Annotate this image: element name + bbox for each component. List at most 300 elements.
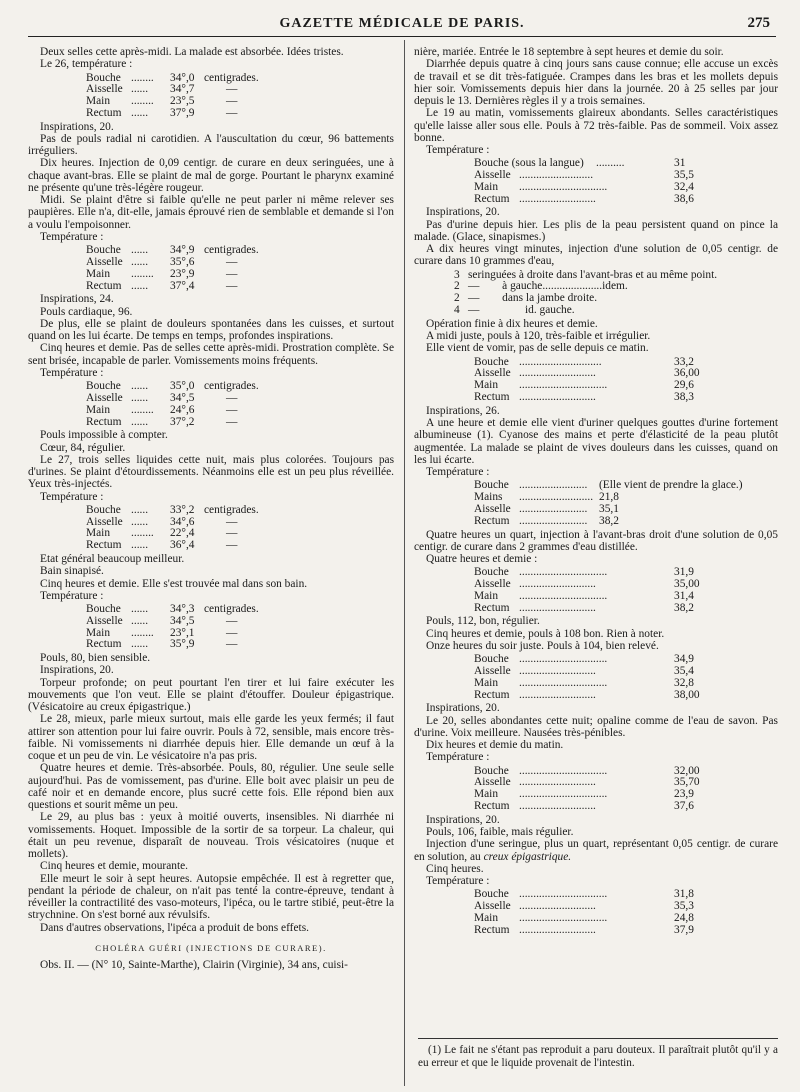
paragraph: Pas d'urine depuis hier. Les plis de la peau persistent quand on pince la malade. (Glace, sinapismes.): [414, 218, 778, 243]
paragraph: Température :: [426, 466, 490, 479]
paragraph: Onze heures du soir juste. Pouls à 104, bien relevé.: [426, 639, 659, 652]
measure-site: Main: [474, 379, 499, 392]
dot-leader: ...........................: [519, 923, 596, 936]
temperature-row: [28, 527, 394, 539]
temperature-unit: centigrades.: [204, 503, 259, 516]
temperature-row: [28, 380, 394, 392]
temperature-row: [28, 638, 394, 650]
temperature-value: 34°,9: [170, 244, 195, 257]
measure-site: Main: [474, 676, 499, 689]
temperature-row: [414, 912, 778, 924]
paragraph: Température :: [426, 875, 490, 888]
paragraph: A dix heures vingt minutes, injection d'une solution de 0,05 centigr. de curare dans 10 grammes d'eau,: [414, 243, 778, 268]
temperature-row: [28, 416, 394, 428]
paragraph: Le 27, trois selles liquides cette nuit, mais plus colorées. Toujours pas d'urines. Se plaint d'étourdissements. Néanmoins elle est un peu plus réveillée. Yeux très-injectés.: [28, 453, 394, 491]
temperature-row: [414, 181, 778, 193]
temperature-table: [28, 244, 394, 291]
dot-leader: ........: [131, 95, 154, 108]
paragraph: Midi. Se plaint d'être si faible qu'elle ne peut parler ni même relever ses paupières. Elle n'a, dit-elle, jamais éprouvé rien de semblable et demande si l'on a voulu l'empoisonner.: [28, 194, 394, 231]
paragraph: Inspirations, 20.: [40, 120, 114, 133]
measure-site: Mains: [474, 491, 503, 504]
dot-leader: ..........................: [519, 169, 594, 182]
paragraph: Etat général beaucoup meilleur.: [40, 553, 185, 565]
temperature-row: [414, 391, 778, 403]
paragraph: Elle meurt le soir à sept heures. Autopsie empêchée. Il est à regretter que, pendant la période de chaleur, on n'ait pas tenté la contre-épreuve, tendant à réveiller la contractilité des vaso-moteurs, l'ipéca, ou le tartre stibié, peut-être la strychnine. On s'est borné aux révulsifs.: [28, 872, 394, 922]
temperature-value: 32,00: [674, 764, 700, 777]
temperature-value: 24°,6: [170, 403, 195, 416]
dot-leader: ......: [131, 106, 149, 119]
dot-leader: ......: [131, 614, 149, 627]
temperature-unit: —: [226, 267, 238, 280]
footnote: (1) Le fait ne s'étant pas reproduit a paru douteux. Il paraîtrait plutôt qu'il y a eu erreur et que le liquide provenait de l'intestin.: [418, 1044, 778, 1069]
dot-leader: ......: [131, 255, 149, 268]
injection-row: [414, 292, 778, 304]
temperature-unit: centigrades.: [204, 244, 259, 257]
temperature-table: [414, 765, 778, 812]
temperature-row: [28, 516, 394, 528]
temperature-value: 32,8: [674, 676, 694, 689]
dot-leader: ..........: [596, 157, 625, 170]
right-column: [414, 46, 778, 938]
measure-site: Bouche: [86, 603, 121, 615]
temperature-row: [28, 256, 394, 268]
temperature-value: 22°,4: [170, 527, 195, 540]
page-header: [28, 14, 776, 37]
measure-site: Bouche: [86, 71, 121, 84]
paragraph: Pas de pouls radial ni carotidien. A l'auscultation du cœur, 96 battements irréguliers.: [28, 132, 394, 158]
dot-leader: ......: [131, 603, 149, 615]
temperature-row: [414, 578, 778, 590]
injection-count: 2: [454, 280, 460, 293]
injection-text: — à gauche.....................idem.: [468, 280, 628, 293]
temperature-value: 38,00: [674, 688, 700, 701]
temperature-value: 34°,5: [170, 391, 195, 404]
dot-leader: ...............................: [519, 764, 608, 777]
paragraph: Quatre heures et demie :: [426, 553, 538, 565]
temperature-row: [414, 566, 778, 578]
temperature-value: 35°,6: [170, 255, 195, 268]
temperature-value: 34°,7: [170, 83, 195, 96]
temperature-value: 34°,0: [170, 71, 195, 84]
measure-site: Bouche: [474, 355, 509, 368]
text-segment: Injection d'une seringue, plus un quart, représentant 0,05 centigr. de curare en solution, au: [414, 838, 778, 863]
temperature-row: [414, 689, 778, 701]
paragraph: Pouls, 80, bien sensible.: [40, 652, 151, 665]
dot-leader: ......: [131, 415, 149, 428]
measure-site: Aisselle: [86, 255, 123, 268]
dot-leader: ...........................: [519, 578, 596, 591]
dot-leader: ......: [131, 380, 149, 393]
temperature-row: [414, 479, 778, 491]
temperature-value: (Elle vient de prendre la glace.): [599, 479, 743, 492]
measure-site: Bouche: [474, 566, 509, 579]
temperature-unit: —: [226, 527, 238, 540]
journal-title: GAZETTE MÉDICALE DE PARIS.: [279, 16, 525, 31]
paragraph: Elle vient de vomir, pas de selle depuis ce matin.: [426, 342, 649, 355]
measure-site: Main: [86, 527, 111, 540]
temperature-row: [414, 367, 778, 379]
paragraph: Dans d'autres observations, l'ipéca a produit de bons effets.: [40, 921, 309, 934]
temperature-value: 23°,5: [170, 95, 195, 108]
paragraph: Inspirations, 20.: [426, 702, 500, 715]
temperature-row: [414, 379, 778, 391]
temperature-table: [28, 603, 394, 650]
dot-leader: ...........................: [519, 367, 596, 380]
injection-list: [414, 269, 778, 316]
temperature-row: [414, 788, 778, 800]
injection-row: [414, 269, 778, 281]
paragraph: Cinq heures et demie, mourante.: [40, 860, 189, 873]
temperature-unit: —: [226, 403, 238, 416]
paragraph: Cinq heures.: [426, 862, 484, 875]
measure-site: Rectum: [86, 638, 122, 651]
measure-site: Rectum: [474, 688, 510, 701]
paragraph: Pouls, 112, bon, régulier.: [426, 615, 540, 628]
measure-site: Rectum: [474, 800, 510, 813]
injection-text: — dans la jambe droite.: [468, 292, 598, 305]
temperature-row: [414, 776, 778, 788]
dot-leader: ........: [131, 267, 154, 280]
left-column: [28, 46, 394, 971]
page-number: 275: [747, 15, 770, 31]
dot-leader: ......: [131, 244, 149, 257]
dot-leader: ...........................: [519, 776, 596, 789]
measure-site: Rectum: [474, 192, 510, 205]
paragraph: Le 28, mieux, parle mieux surtout, mais elle garde les yeux fermés; il faut attirer son attention pour lui faire ouvrir. Pouls à 72, sensible, mais encore très-faible. Ni vomissements ni diarrhée depuis hier. Elle demande un œuf à la coque et un peu de vin. Le vésicatoire n'a pas pris.: [28, 713, 394, 763]
temperature-row: [414, 193, 778, 205]
paragraph: Inspirations, 24.: [40, 293, 114, 306]
dot-leader: ...........................: [519, 601, 596, 614]
measure-site: Bouche: [86, 380, 121, 393]
temperature-table: [28, 380, 394, 427]
injection-text: — id. gauche.: [468, 304, 575, 317]
paragraph: Pouls cardiaque, 96.: [40, 305, 133, 318]
temperature-value: 33°,2: [170, 503, 195, 516]
temperature-table: [414, 888, 778, 935]
paragraph: Température :: [40, 490, 104, 503]
temperature-value: 35,70: [674, 776, 700, 789]
temperature-unit: centigrades.: [204, 380, 259, 393]
injection-count: 2: [454, 292, 460, 305]
temperature-value: 31: [674, 157, 686, 170]
temperature-table: [414, 479, 778, 526]
dot-leader: ...........................: [519, 192, 596, 205]
measure-site: Rectum: [86, 106, 122, 119]
measure-site: Aisselle: [474, 900, 511, 913]
temperature-table: [28, 504, 394, 551]
paragraph: Obs. II. — (N° 10, Sainte-Marthe), Clairin (Virginie), 34 ans, cuisi-: [40, 959, 348, 972]
paragraph: [414, 838, 778, 863]
temperature-row: [28, 268, 394, 280]
paragraph: Le 19 au matin, vomissements glaireux abondants. Selles caractéristiques qu'elle laisse aller sous elle. Pouls à 72 très-faible. Pas de sommeil. Voix assez bonne.: [414, 107, 778, 144]
temperature-unit: —: [226, 638, 238, 651]
temperature-row: [28, 404, 394, 416]
paragraph: Quatre heures et demie. Très-absorbée. Pouls, 80, régulier. Une seule selle aujourd'hui. Pas de vomissement, pas d'urine. Elle boit avec plaisir un peu de café noir et en demande encore, plus sucré cette fois. Elle répond bien aux questions et sourit même un peu.: [28, 762, 394, 812]
temperature-row: [414, 900, 778, 912]
dot-leader: ........: [131, 626, 154, 639]
injection-row: [414, 304, 778, 316]
temperature-value: 36°,4: [170, 539, 195, 552]
temperature-row: [414, 665, 778, 677]
measure-site: Bouche: [86, 244, 121, 257]
footnote-rule: [418, 1038, 778, 1039]
measure-site: Aisselle: [474, 367, 511, 380]
dot-leader: ...............................: [519, 888, 608, 901]
temperature-row: [28, 280, 394, 292]
temperature-value: 31,9: [674, 566, 694, 579]
temperature-row: [414, 765, 778, 777]
paragraph: nière, mariée. Entrée le 18 septembre à sept heures et demie du soir.: [414, 46, 724, 58]
measure-site: Aisselle: [474, 169, 511, 182]
dot-leader: ......: [131, 515, 149, 528]
paragraph: Dix heures et demie du matin.: [426, 739, 564, 752]
measure-site: Rectum: [474, 514, 510, 527]
measure-site: Main: [86, 95, 111, 108]
paragraph: Cinq heures et demie. Pas de selles cette après-midi. Prostration complète. Se sent brisée, incapable de parler. Vomissements moins fréquents.: [28, 342, 394, 367]
dot-leader: ...........................: [519, 664, 596, 677]
temperature-row: [28, 615, 394, 627]
temperature-value: 38,6: [674, 192, 694, 205]
temperature-value: 37°,4: [170, 279, 195, 292]
measure-site: Main: [474, 180, 499, 193]
paragraph: Inspirations, 20.: [40, 664, 114, 677]
temperature-value: 29,6: [674, 379, 694, 392]
temperature-row: [414, 491, 778, 503]
temperature-value: 23,9: [674, 788, 694, 801]
temperature-row: [28, 603, 394, 615]
temperature-value: 34°,5: [170, 614, 195, 627]
temperature-unit: —: [226, 391, 238, 404]
paragraph: Température :: [40, 366, 104, 379]
temperature-row: [28, 107, 394, 119]
temperature-row: [414, 515, 778, 527]
temperature-value: 24,8: [674, 911, 694, 924]
temperature-row: [414, 503, 778, 515]
paragraph: Pouls, 106, faible, mais régulier.: [426, 826, 574, 839]
temperature-row: [28, 83, 394, 95]
temperature-row: [414, 800, 778, 812]
temperature-table: [414, 356, 778, 403]
temperature-value: 35,00: [674, 578, 700, 591]
temperature-value: 23°,1: [170, 626, 195, 639]
dot-leader: ...............................: [519, 566, 608, 579]
temperature-unit: —: [226, 415, 238, 428]
injection-text: seringuées à droite dans l'avant-bras et au même point.: [468, 268, 718, 281]
dot-leader: ........: [131, 71, 154, 84]
measure-site: Bouche: [474, 764, 509, 777]
dot-leader: ......: [131, 503, 149, 516]
temperature-value: 37°,2: [170, 415, 195, 428]
measure-site: Rectum: [474, 601, 510, 614]
temperature-unit: —: [226, 626, 238, 639]
temperature-value: 34°,3: [170, 603, 195, 615]
temperature-value: 35,4: [674, 664, 694, 677]
temperature-row: [414, 924, 778, 936]
paragraph: A une heure et demie elle vient d'uriner quelques gouttes d'urine fortement albumineuse (1). Cyanose des mains et perte d'élasticité de la peau plutôt augmentée. La malade se plaint de vives douleurs dans les cuisses, quand on les lui écarte.: [414, 417, 778, 466]
temperature-value: 34,9: [674, 653, 694, 666]
paragraph: Inspirations, 26.: [426, 404, 500, 417]
temperature-row: [28, 539, 394, 551]
paragraph: Température :: [426, 751, 490, 764]
paragraph: A midi juste, pouls à 120, très-faible et irrégulier.: [426, 330, 651, 343]
temperature-value: 34°,6: [170, 515, 195, 528]
measure-site: Rectum: [474, 391, 510, 404]
temperature-value: 38,3: [674, 391, 694, 404]
paragraph: Température :: [40, 589, 104, 602]
measure-site: Main: [86, 626, 111, 639]
paragraph: Diarrhée depuis quatre à cinq jours sans cause connue; elle accuse un excès de travail et se dit très-fatiguée. Crampes dans les bras et les mollets depuis hier soir. Vomissements depuis hier dans la journée. 20 à 25 selles par jour depuis le 13. Dernières règles il y a trois semaines.: [414, 58, 778, 107]
temperature-table: [414, 157, 778, 204]
paragraph: Cœur, 84, régulier.: [40, 441, 126, 454]
measure-site: Bouche: [474, 653, 509, 666]
temperature-row: [414, 677, 778, 689]
paragraph: Température :: [40, 230, 104, 243]
section-subtitle: CHOLÉRA GUÉRI (INJECTIONS DE CURARE).: [95, 942, 327, 953]
paragraph: Torpeur profonde; on peut pourtant l'en tirer et lui faire exécuter les mouvements que l'on veut. Elle se plaint d'étouffer. Douleur épigastrique. (Vésicatoire au creux épigastrique.): [28, 676, 394, 714]
temperature-row: [28, 95, 394, 107]
temperature-table: [414, 566, 778, 613]
measure-site: Bouche: [474, 479, 509, 492]
measure-site: Aisselle: [86, 83, 123, 96]
dot-leader: ..........................: [519, 491, 594, 504]
dot-leader: ......: [131, 539, 149, 552]
temperature-value: 33,2: [674, 355, 694, 368]
dot-leader: ...............................: [519, 589, 608, 602]
temperature-row: [28, 627, 394, 639]
temperature-row: [28, 392, 394, 404]
temperature-value: 32,4: [674, 180, 694, 193]
dot-leader: ...........................: [519, 688, 596, 701]
column-divider: [404, 40, 405, 1086]
measure-site: Main: [86, 403, 111, 416]
paragraph: Deux selles cette après-midi. La malade est absorbée. Idées tristes.: [40, 46, 344, 58]
measure-site: Aisselle: [86, 391, 123, 404]
measure-site: Aisselle: [86, 515, 123, 528]
measure-site: Aisselle: [474, 664, 511, 677]
measure-site: Bouche: [474, 888, 509, 901]
measure-site: Rectum: [86, 279, 122, 292]
injection-count: 3: [454, 268, 460, 281]
dot-leader: ......: [131, 279, 149, 292]
dot-leader: ......: [131, 638, 149, 651]
temperature-table: [414, 653, 778, 700]
temperature-value: 38,2: [674, 601, 694, 614]
dot-leader: ........................: [519, 479, 588, 492]
dot-leader: ........................: [519, 502, 588, 515]
paragraph: Le 29, au plus bas : yeux à moitié ouverts, insensibles. Ni diarrhée ni vomissements. Hoquet. Impossible de la sortir de sa torpeur. La chaleur, qui était un peu revenue, disparaît de nouveau. Trois vésicatoires (nuque et mollets).: [28, 811, 394, 861]
temperature-value: 35°,0: [170, 380, 195, 393]
dot-leader: ...............................: [519, 379, 608, 392]
temperature-row: [414, 653, 778, 665]
measure-site: Main: [474, 589, 499, 602]
dot-leader: ...........................: [519, 800, 596, 813]
measure-site: Aisselle: [474, 578, 511, 591]
temperature-row: [28, 244, 394, 256]
temperature-row: [414, 169, 778, 181]
temperature-unit: —: [226, 279, 238, 292]
measure-site: Rectum: [86, 415, 122, 428]
temperature-row: [28, 504, 394, 516]
dot-leader: ...........................: [519, 391, 596, 404]
temperature-unit: —: [226, 106, 238, 119]
temperature-row: [414, 356, 778, 368]
paragraph: Dix heures. Injection de 0,09 centigr. de curare en deux seringuées, une à chaque avant-bras. Elle se plaint de mal de gorge. Pourtant le pharynx examiné ne présente qu'une très-légère rougeur.: [28, 157, 394, 194]
dot-leader: ......: [131, 391, 149, 404]
dot-leader: ...............................: [519, 653, 608, 666]
temperature-unit: centigrades.: [204, 603, 259, 615]
injection-row: [414, 280, 778, 292]
dot-leader: ...............................: [519, 788, 608, 801]
injection-count: 4: [454, 304, 460, 317]
temperature-value: 35,1: [599, 502, 619, 515]
paragraph: Quatre heures un quart, injection à l'avant-bras droit d'une solution de 0,05 centigr. de curare dans 2 grammes d'eau distillée.: [414, 528, 778, 553]
temperature-row: [414, 590, 778, 602]
temperature-row: [414, 602, 778, 614]
temperature-value: 23°,9: [170, 267, 195, 280]
temperature-table: [28, 72, 394, 119]
temperature-unit: —: [226, 83, 238, 96]
measure-site: Main: [474, 788, 499, 801]
measure-site: Aisselle: [474, 776, 511, 789]
temperature-value: 35,5: [674, 169, 694, 182]
dot-leader: ........................: [519, 514, 588, 527]
measure-site: Aisselle: [474, 502, 511, 515]
paragraph: Le 26, température :: [40, 58, 133, 71]
paragraph: Pouls impossible à compter.: [40, 429, 168, 442]
paragraph: De plus, elle se plaint de douleurs spontanées dans les cuisses, et surtout quand on les lui écarte. De temps en temps, profondes inspirations.: [28, 317, 394, 343]
temperature-value: 35°,9: [170, 638, 195, 651]
temperature-row: [28, 72, 394, 84]
paragraph: Bain sinapisé.: [40, 565, 104, 578]
paragraph: Inspirations, 20.: [426, 813, 500, 826]
temperature-unit: —: [226, 95, 238, 108]
temperature-unit: —: [226, 515, 238, 528]
temperature-value: 38,2: [599, 514, 619, 527]
paragraph: Opération finie à dix heures et demie.: [426, 317, 598, 330]
measure-site: Rectum: [86, 539, 122, 552]
measure-site: Aisselle: [86, 614, 123, 627]
measure-site: Rectum: [474, 923, 510, 936]
temperature-value: 36,00: [674, 367, 700, 380]
temperature-unit: —: [226, 539, 238, 552]
paragraph: Cinq heures et demie, pouls à 108 bon. Rien à noter.: [426, 627, 665, 640]
temperature-value: 35,3: [674, 900, 694, 913]
temperature-value: 37,6: [674, 800, 694, 813]
temperature-unit: —: [226, 255, 238, 268]
temperature-value: 31,4: [674, 589, 694, 602]
paragraph: Le 20, selles abondantes cette nuit; opaline comme de l'eau de savon. Pas d'urine. Voix meilleure. Nausées très-pénibles.: [414, 714, 778, 739]
temperature-row: [414, 157, 778, 169]
paragraph: Inspirations, 20.: [426, 206, 500, 219]
dot-leader: ...............................: [519, 676, 608, 689]
paragraph: Cinq heures et demie. Elle s'est trouvée mal dans son bain.: [40, 577, 308, 590]
measure-site: Bouche (sous la langue): [474, 157, 584, 170]
dot-leader: ......: [131, 83, 149, 96]
dot-leader: ...........................: [519, 900, 596, 913]
dot-leader: ...............................: [519, 180, 608, 193]
emphasis-text: creux épigastrique.: [483, 850, 572, 863]
temperature-unit: —: [226, 614, 238, 627]
temperature-value: 21,8: [599, 491, 619, 504]
dot-leader: ...............................: [519, 911, 608, 924]
temperature-value: 37,9: [674, 923, 694, 936]
dot-leader: ........: [131, 403, 154, 416]
temperature-unit: centigrades.: [204, 71, 259, 84]
measure-site: Main: [474, 911, 499, 924]
measure-site: Bouche: [86, 503, 121, 516]
measure-site: Main: [86, 267, 111, 280]
temperature-value: 37°,9: [170, 106, 195, 119]
